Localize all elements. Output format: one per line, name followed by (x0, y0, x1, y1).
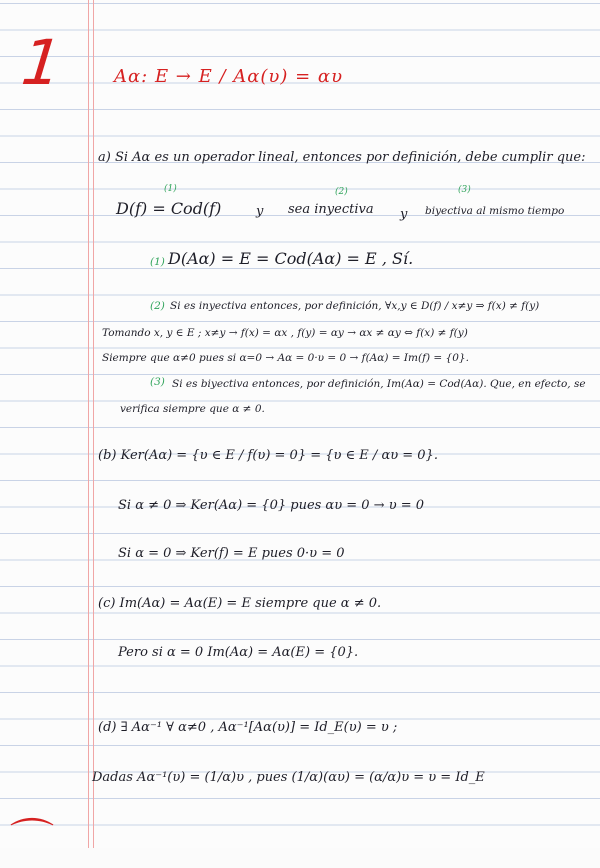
def-y: y (256, 204, 264, 219)
def-bijective: biyectiva al mismo tiempo (425, 205, 565, 217)
def-domain-cod: D(f) = Cod(f) (116, 199, 222, 218)
tag-3: (3) (458, 185, 471, 195)
step2-line-c: Siempre que α≠0 pues si α=0 → Aα = 0·υ = 0 → f(Aα) = Im(f) = {0}. (102, 352, 469, 364)
part-b-line1: (b) Ker(Aα) = {υ ∈ E / f(υ) = 0} = {υ ∈ E / αυ = 0}. (98, 448, 438, 463)
part-c-line2: Pero si α = 0 Im(Aα) = Aα(E) = {0}. (118, 645, 359, 660)
tag-1: (1) (164, 184, 177, 194)
step2-line-a: Si es inyectiva entonces, por definición, ∀x,y ∈ D(f) / x≠y ⇒ f(x) ≠ f(y) (170, 300, 540, 312)
page-number: 1 (18, 26, 66, 99)
part-d-line1: (d) ∃ Aα⁻¹ ∀ α≠0 , Aα⁻¹[Aα(υ)] = Id_E(υ) = υ ; (98, 720, 398, 735)
step1-tag: (1) (150, 256, 165, 268)
step3-line-b: verifica siempre que α ≠ 0. (120, 403, 265, 415)
step3-tag: (3) (150, 376, 165, 388)
corner-mark: ⌒ (10, 815, 54, 866)
part-b-line2: Si α ≠ 0 ⇒ Ker(Aα) = {0} pues αυ = 0 → υ = 0 (118, 498, 425, 513)
margin-line (88, 0, 89, 848)
step1-text: D(Aα) = E = Cod(Aα) = E , Sí. (168, 249, 414, 268)
step2-line-b: Tomando x, y ∈ E ; x≠y → f(x) = αx , f(y) = αy → αx ≠ αy ⇔ f(x) ≠ f(y) (102, 327, 468, 339)
tag-2: (2) (335, 187, 348, 197)
part-b-line3: Si α = 0 ⇒ Ker(f) = E pues 0·υ = 0 (118, 546, 345, 561)
part-d-line2: Dadas Aα⁻¹(υ) = (1/α)υ , pues (1/α)(αυ) = (α/α)υ = υ = Id_E (92, 770, 485, 785)
part-c-line1: (c) Im(Aα) = Aα(E) = E siempre que α ≠ 0. (98, 596, 382, 611)
step2-tag: (2) (150, 300, 165, 312)
part-a-intro: a) Si Aα es un operador lineal, entonces por definición, debe cumplir que: (98, 150, 586, 165)
def-injective: sea inyectiva (288, 202, 374, 217)
exercise-header: Aα: E → E / Aα(υ) = αυ (114, 66, 344, 87)
margin-line (93, 0, 94, 848)
step3-line-a: Si es biyectiva entonces, por definición, Im(Aα) = Cod(Aα). Que, en efecto, se (172, 378, 586, 390)
def-y2: y (400, 207, 408, 222)
